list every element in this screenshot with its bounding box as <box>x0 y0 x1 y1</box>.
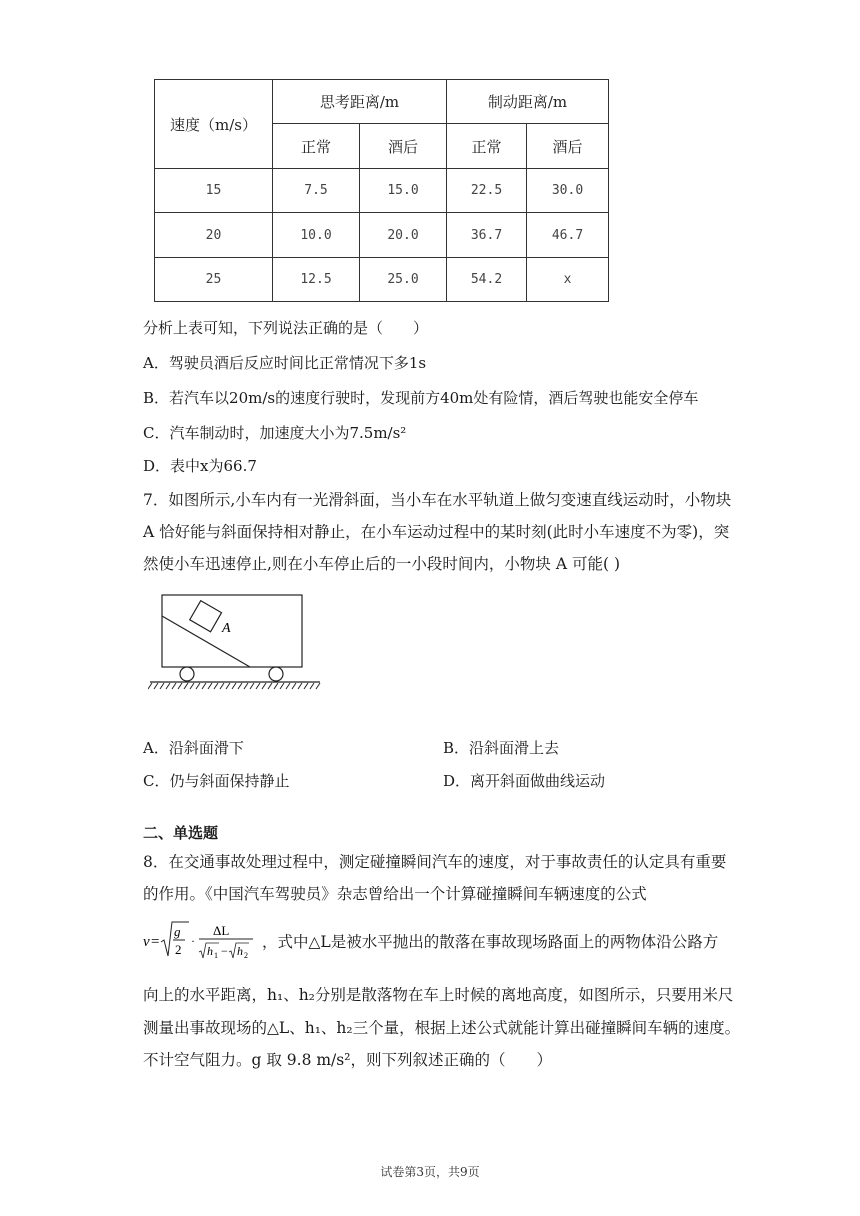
q8-line-2: 的作用。《中国汽车驾驶员》杂志曾给出一个计算碰撞瞬间车辆速度的公式 <box>143 885 647 903</box>
cart-incline-figure <box>148 590 328 695</box>
q7-line-3: 然使小车迅速停止,则在小车停止后的一小段时间内，小物块 A 可能( ) <box>143 555 620 573</box>
table-cell: 22.5 <box>447 169 527 213</box>
q6-option-c[interactable]: C．汽车制动时，加速度大小为7.5m/s² <box>143 424 407 442</box>
speed-header: 速度（m/s） <box>155 80 273 169</box>
table-cell: 30.0 <box>527 169 609 213</box>
table-cell: 54.2 <box>447 258 527 302</box>
block-label: A <box>222 621 231 636</box>
section-title: 二、单选题 <box>143 824 219 842</box>
q6-option-b[interactable]: B．若汽车以20m/s的速度行驶时，发现前方40m处有险情，酒后驾驶也能安全停车 <box>143 389 699 407</box>
speed-formula <box>143 918 263 962</box>
svg-text:=: = <box>151 934 160 950</box>
table-cell: 25 <box>155 258 273 302</box>
braking-table <box>154 79 609 302</box>
svg-text:·: · <box>191 934 195 948</box>
svg-text:1: 1 <box>214 951 218 960</box>
svg-text:ΔL: ΔL <box>213 923 230 938</box>
q6-stem: 分析上表可知，下列说法正确的是（ ） <box>143 319 429 337</box>
q7-line-2: A 恰好能与斜面保持相对静止，在小车运动过程中的某时刻(此时小车速度不为零)，突 <box>143 523 730 541</box>
table-cell: 10.0 <box>273 213 360 258</box>
table-cell: 25.0 <box>360 258 447 302</box>
q7-option-b[interactable]: B．沿斜面滑上去 <box>443 739 560 757</box>
svg-text:v: v <box>143 934 150 950</box>
q8-line-1: 8．在交通事故处理过程中，测定碰撞瞬间汽车的速度，对于事故责任的认定具有重要 <box>143 853 727 871</box>
q7-option-c[interactable]: C．仍与斜面保持静止 <box>143 772 290 790</box>
table-row <box>155 169 609 213</box>
q6-option-d[interactable]: D．表中x为66.7 <box>143 457 257 475</box>
table-cell: 15 <box>155 169 273 213</box>
table-row <box>155 258 609 302</box>
q7-option-a[interactable]: A．沿斜面滑下 <box>143 739 244 757</box>
sub-header-drunk: 酒后 <box>527 124 609 169</box>
q8-line-4: 向上的水平距离，h₁、h₂分别是散落物在车上时候的离地高度，如图所示，只要用米尺 <box>143 986 734 1004</box>
table-cell: 15.0 <box>360 169 447 213</box>
svg-text:2: 2 <box>175 942 182 957</box>
sub-header-normal: 正常 <box>273 124 360 169</box>
sub-header-normal: 正常 <box>447 124 527 169</box>
q8-formula-description: ，式中△L是被水平抛出的散落在事故现场路面上的两物体沿公路方 <box>262 933 719 951</box>
svg-text:g: g <box>174 924 181 939</box>
table-cell: 36.7 <box>447 213 527 258</box>
think-distance-header: 思考距离/m <box>273 80 447 124</box>
brake-distance-header: 制动距离/m <box>447 80 609 124</box>
q7-line-1: 7．如图所示,小车内有一光滑斜面，当小车在水平轨道上做匀变速直线运动时，小物块 <box>143 491 732 509</box>
table-row <box>155 213 609 258</box>
q8-line-6: 不计空气阻力。g 取 9.8 m/s²，则下列叙述正确的（ ） <box>143 1051 552 1069</box>
table-cell: 20 <box>155 213 273 258</box>
q8-line-5: 测量出事故现场的△L、h₁、h₂三个量，根据上述公式就能计算出碰撞瞬间车辆的速度。 <box>143 1019 741 1037</box>
table-cell: 20.0 <box>360 213 447 258</box>
q6-option-a[interactable]: A．驾驶员酒后反应时间比正常情况下多1s <box>143 354 427 372</box>
svg-text:h: h <box>207 944 213 958</box>
svg-text:h: h <box>237 944 243 958</box>
sub-header-drunk: 酒后 <box>360 124 447 169</box>
table-cell: x <box>527 258 609 302</box>
q7-option-d[interactable]: D．离开斜面做曲线运动 <box>443 772 606 790</box>
table-cell: 7.5 <box>273 169 360 213</box>
table-cell: 12.5 <box>273 258 360 302</box>
svg-text:−: − <box>221 944 228 958</box>
page-footer: 试卷第3页，共9页 <box>380 1165 480 1179</box>
table-cell: 46.7 <box>527 213 609 258</box>
svg-text:2: 2 <box>244 951 248 960</box>
